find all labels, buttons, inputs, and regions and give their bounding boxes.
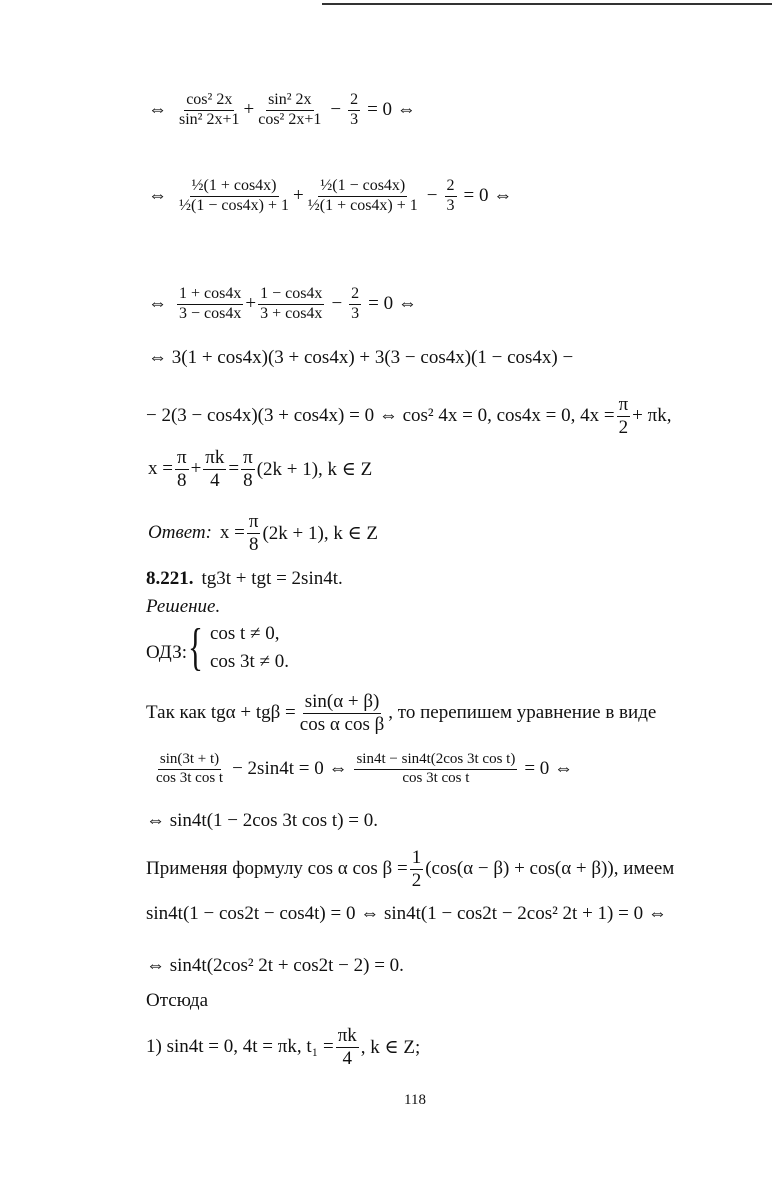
fraction: $\frac{\text{sin² 2x}}{\text{cos² 2x+1}}$ [258, 91, 322, 128]
fraction: $\frac{\text{½(1 − cos4x)}}{\text{½(1 + cos4x) + 1}}$ [307, 177, 418, 214]
problem-number: 8.221. [146, 568, 194, 589]
page-top-rule [322, 3, 772, 5]
equation-line-4: ⇔ 3(1 + cos4x)(3 + cos4x) + 3(3 − cos4x)(1 − cos4x) − [148, 347, 574, 368]
equation-line-9: sin4t(1 − cos2t − cos4t) = 0 ⇔ sin4t(1 − cos2t − 2cos² 2t + 1) = 0 ⇔ [146, 903, 667, 924]
equation-line-3: ⇔ 1 + cos4x 3 − cos4x + $\frac{1 - \cos 4x}{3 + \cos 4x}$ − $\frac{2}{3}$ = 0 ⇔ [148, 285, 417, 322]
equation-line-7: sin(3t + t) cos 3t cos t − 2sin4t = 0 ⇔ $\frac{\text{sin4t − sin4t(2cos 3t cos t)}}{\text{cos 3t cos t}}$ = 0 ⇔ [156, 751, 574, 786]
brace-icon: { [188, 618, 203, 676]
identity-line: Так как tgα + tgβ = $\frac{\sin(\alpha + \beta)}{\text{cos α cos β}}$ , то перепишем уравнение в виде [146, 691, 657, 735]
fraction: $\frac{\pi}{2}$ [618, 394, 629, 438]
fraction: sin(3t + t) cos 3t cos t [156, 751, 224, 786]
equivalence-symbol: ⇔ [148, 99, 167, 121]
fraction: $\frac{\pi}{8}$ [248, 511, 259, 555]
fraction: ½(1 + cos4x) ½(1 − cos4x) + 1 [179, 177, 290, 214]
hence-text: Отсюда [146, 990, 209, 1011]
solution-heading: Решение. [146, 596, 221, 617]
formula-line: Применяя формулу cos α cos β = $\frac{1}{2}$ (cos(α − β) + cos(α + β)), имеем [146, 847, 675, 891]
odz-label: ОДЗ: [146, 641, 188, 663]
fraction: $\frac{\pi}{8}$ [176, 447, 187, 491]
fraction: 1 + cos4x 3 − cos4x [179, 285, 242, 322]
fraction: cos² 2x sin² 2x+1 [179, 91, 240, 128]
equation-line-6: x = $\frac{\pi}{8}$ + $\frac{\pi k}{4}$ = $\frac{\pi}{8}$ (2k + 1), k ∈ Z [148, 447, 373, 491]
case-1-line: 1) sin4t = 0, 4t = πk, t₁ = $\frac{\pi k}{4}$ , k ∈ Z; [146, 1025, 421, 1069]
problem-statement: 8.221. tg3t + tgt = 2sin4t. [146, 568, 343, 589]
fraction: $\frac{2}{3}$ [446, 177, 455, 214]
equivalence-symbol: ⇔ [148, 293, 167, 315]
odz-system: ОДЗ: { cos t ≠ 0, cos 3t ≠ 0. [146, 618, 290, 676]
equation-line-5: − 2(3 − cos4x)(3 + cos4x) = 0 ⇔ cos² 4x = 0, cos4x = 0, 4x = $\frac{\pi}{2}$ + πk, [146, 394, 672, 438]
answer-label: Ответ: [148, 522, 212, 544]
fraction: $\frac{2}{3}$ [351, 285, 360, 322]
equation-line-1: ⇔ cos² 2x sin² 2x+1 + $\frac{\text{sin² 2x}}{\text{cos² 2x+1}}$ − $\frac{2}{3}$ = 0 ⇔ [148, 91, 416, 128]
answer-line: Ответ: x = $\frac{\pi}{8}$ (2k + 1), k ∈ Z [148, 511, 379, 555]
equivalence-symbol: ⇔ [148, 185, 167, 207]
fraction: $\frac{\pi k}{4}$ [337, 1025, 357, 1069]
fraction: $\frac{1}{2}$ [411, 847, 422, 891]
equation-line-2: ⇔ ½(1 + cos4x) ½(1 − cos4x) + 1 + $\frac{\text{½(1 − cos4x)}}{\text{½(1 + cos4x) + 1}}$ − $\frac{2}{3}$ = 0 ⇔ [148, 177, 513, 214]
equation-line-8: ⇔ sin4t(1 − 2cos 3t cos t) = 0. [146, 810, 378, 831]
fraction: $\frac{1 - \cos 4x}{3 + \cos 4x}$ [260, 285, 323, 322]
fraction: $\frac{2}{3}$ [350, 91, 359, 128]
fraction: $\frac{\pi}{8}$ [243, 447, 253, 491]
fraction: $\frac{\text{sin4t − sin4t(2cos 3t cos t)}}{\text{cos 3t cos t}}$ [356, 751, 516, 786]
page-number: 118 [404, 1092, 426, 1108]
fraction: $\frac{\sin(\alpha + \beta)}{\text{cos α cos β}}$ [299, 691, 385, 735]
equation-line-10: ⇔ sin4t(2cos² 2t + cos2t − 2) = 0. [146, 955, 404, 976]
fraction: $\frac{\pi k}{4}$ [205, 447, 225, 491]
